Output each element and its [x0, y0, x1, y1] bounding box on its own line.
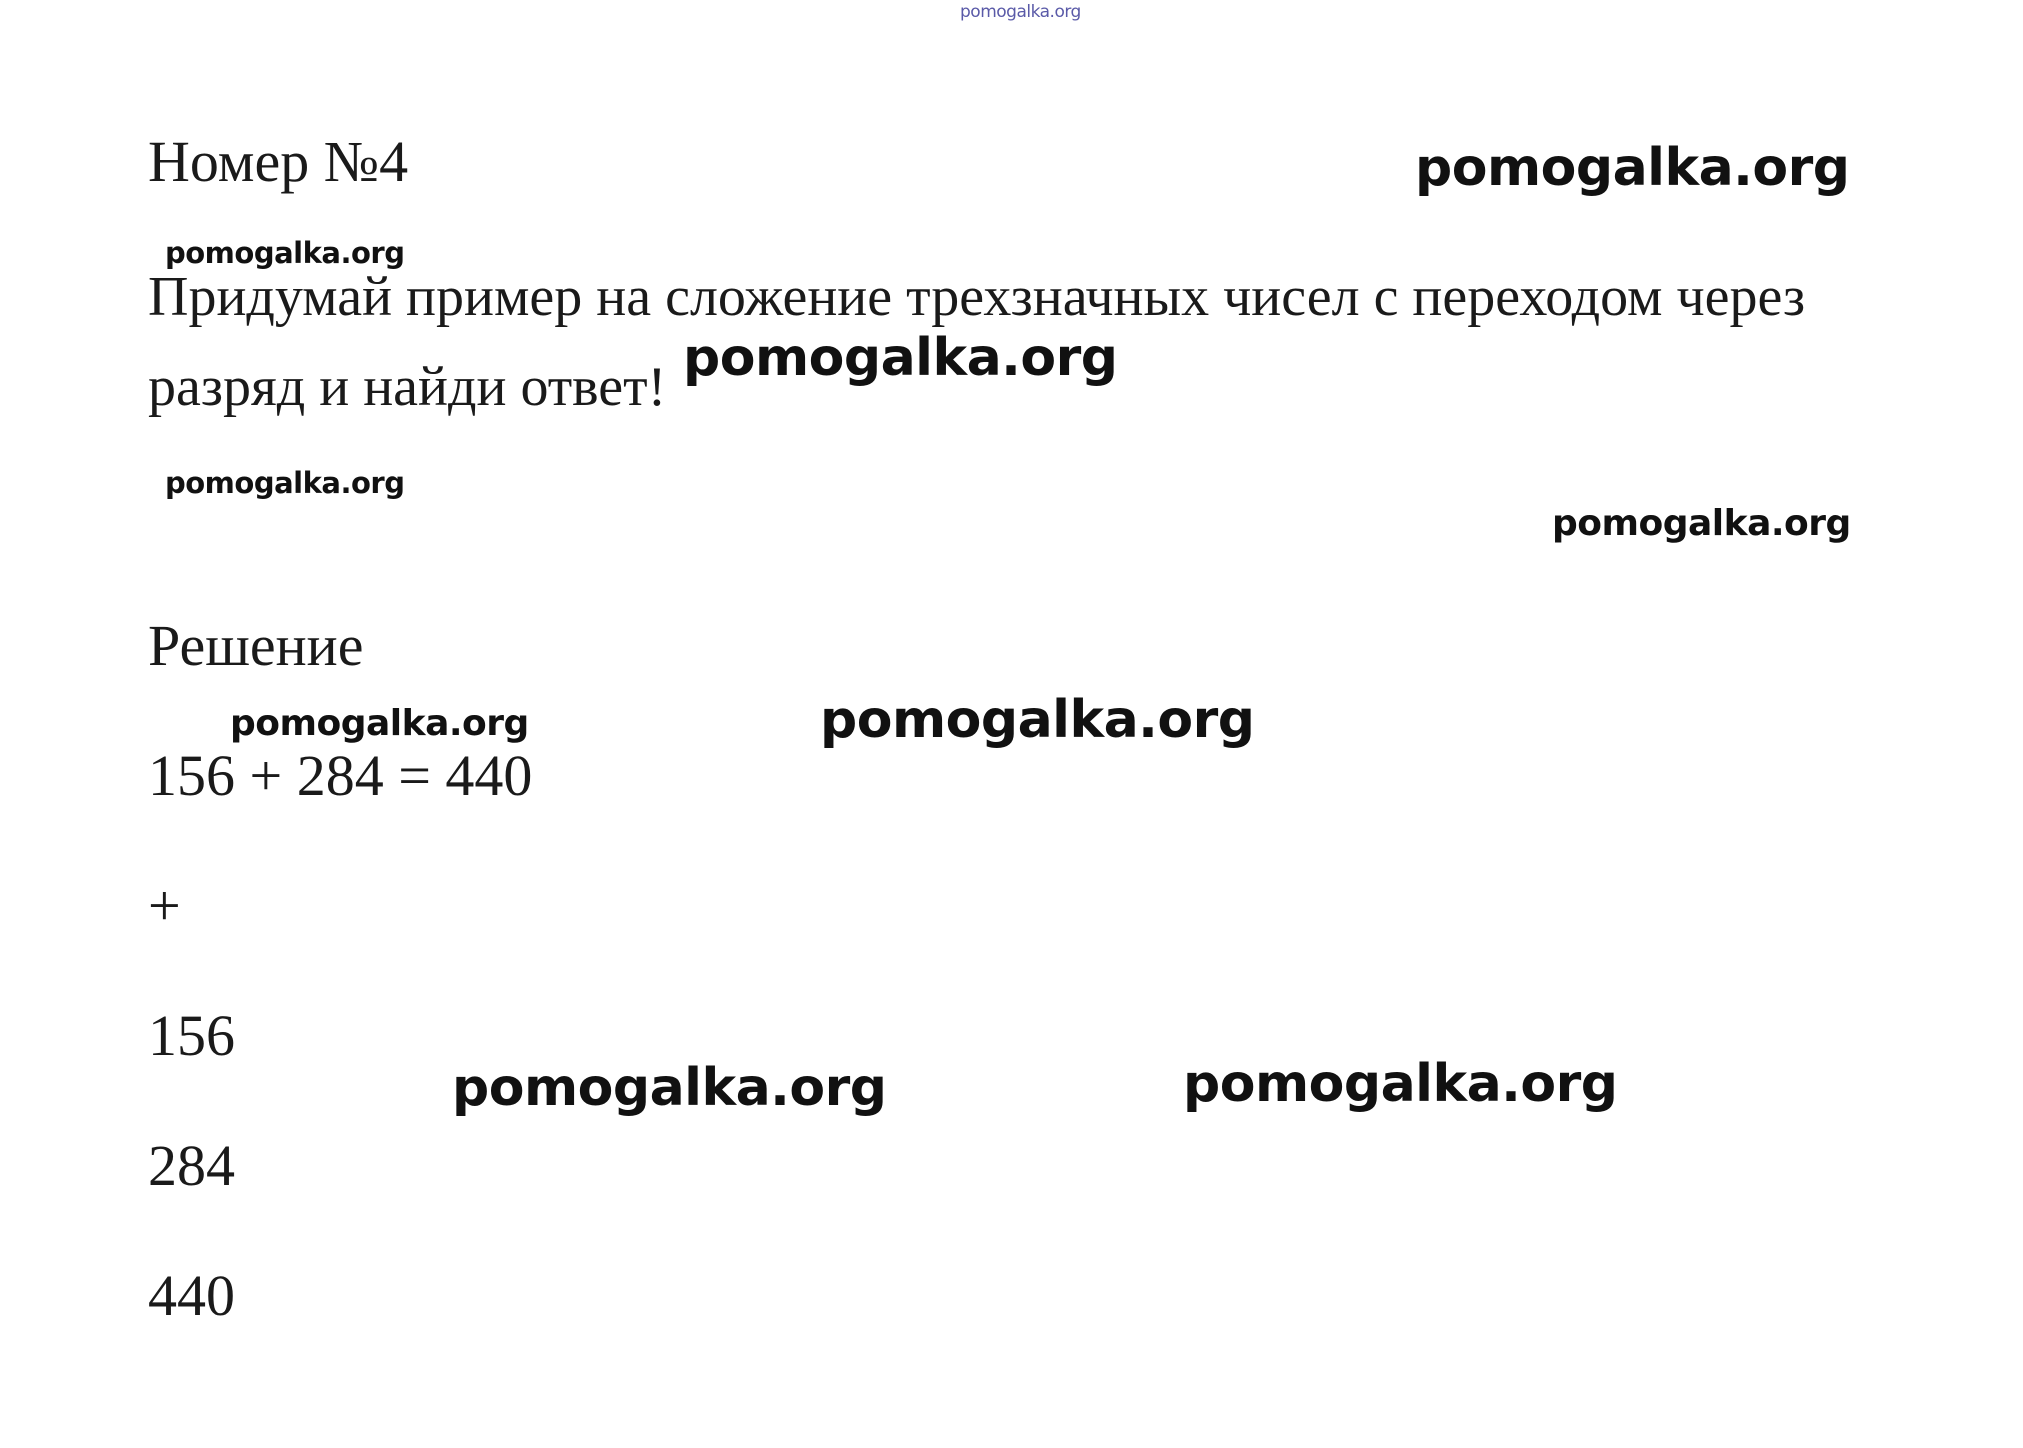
- column-addend-1: 156: [148, 1003, 235, 1068]
- watermark-lower-right: pomogalka.org: [1183, 1054, 1618, 1114]
- column-addend-2: 284: [148, 1133, 235, 1198]
- watermark-under-title: pomogalka.org: [165, 236, 405, 270]
- solution-heading: Решение: [148, 613, 364, 678]
- task-text-line-2: разряд и найди ответ!: [148, 356, 667, 418]
- equation: 156 + 284 = 440: [148, 743, 533, 808]
- task-text-line-1: Придумай пример на сложение трехзначных чисел с переходом через: [148, 266, 1806, 328]
- watermark-right-mid: pomogalka.org: [1552, 503, 1851, 544]
- watermark-center: pomogalka.org: [820, 690, 1255, 750]
- page-title: Номер №4: [148, 129, 409, 194]
- watermark-top-right: pomogalka.org: [1415, 138, 1850, 198]
- watermark-left-mid: pomogalka.org: [165, 466, 405, 500]
- column-plus-sign: +: [148, 873, 181, 938]
- watermark-above-equation: pomogalka.org: [230, 703, 529, 744]
- watermark-over-task: pomogalka.org: [683, 328, 1118, 388]
- column-sum: 440: [148, 1263, 235, 1328]
- watermark-lower-left: pomogalka.org: [452, 1058, 887, 1118]
- watermark-tiny: pomogalka.org: [960, 2, 1081, 22]
